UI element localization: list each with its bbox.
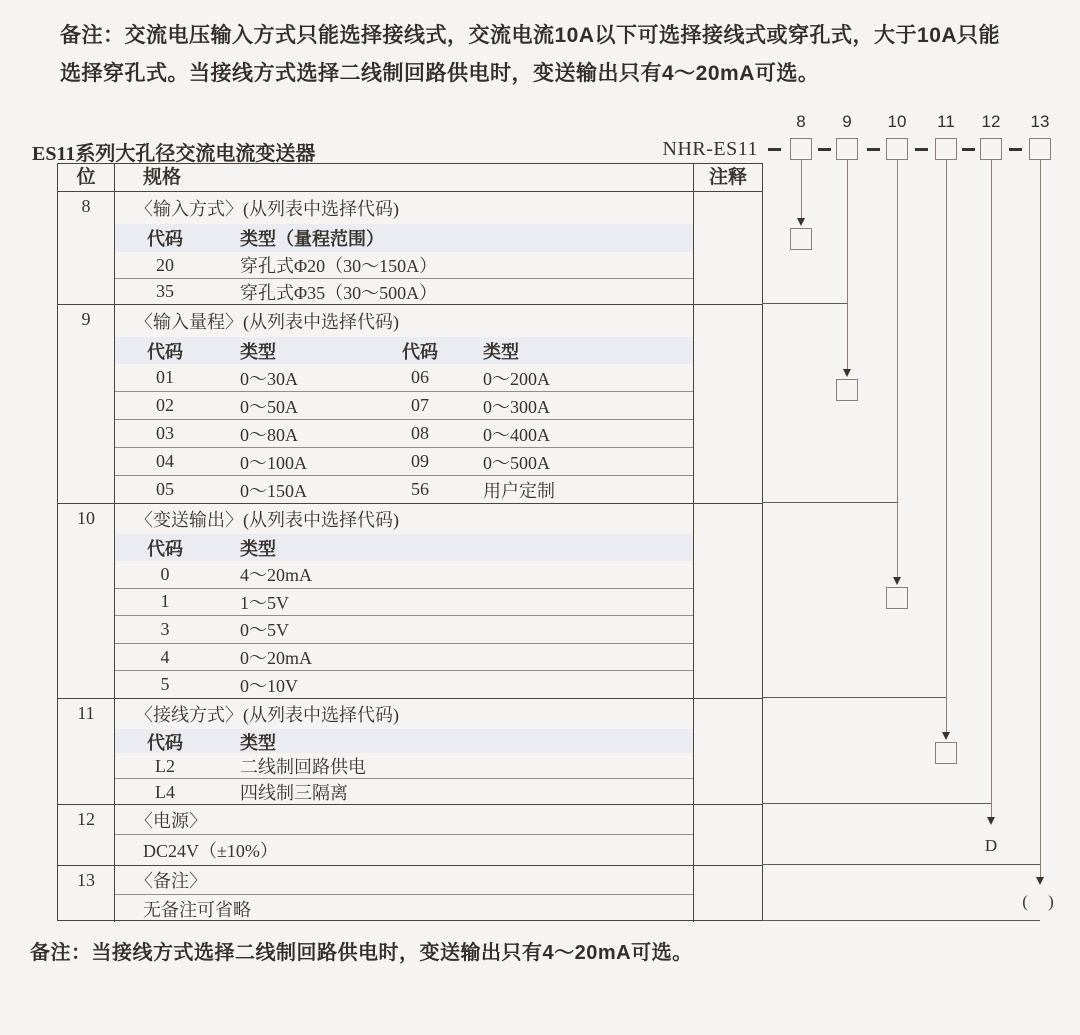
code-value: 3: [160, 618, 170, 639]
spec-group-header: 〈接线方式〉(从列表中选择代码): [135, 705, 399, 725]
dash-icon: [962, 148, 975, 151]
position-number: 8: [81, 196, 91, 216]
code-value: 01: [156, 367, 174, 387]
note-cell-9: [694, 305, 762, 503]
dash-icon: [818, 148, 831, 151]
power-code-value: D: [984, 836, 998, 855]
model-prefix: NHR-ES11: [662, 138, 758, 160]
code-digit-label-9: 9: [842, 112, 852, 131]
code-slot-box-8: [790, 228, 812, 250]
position-cell-12: [58, 805, 115, 865]
code-digit-label-10: 10: [887, 112, 907, 131]
spec-subheader-row: [115, 224, 693, 252]
subheader-code-label: 代码: [147, 538, 183, 559]
row-boundary-extension-line: [762, 303, 847, 304]
spec-subheader-row: [115, 729, 693, 753]
spec-subheader-row: [115, 337, 693, 364]
position-cell-11: [58, 699, 115, 804]
spec-group-header: 〈输入方式〉(从列表中选择代码): [135, 199, 399, 219]
type-value: 二线制回路供电: [240, 757, 366, 777]
dash-icon: [915, 148, 928, 151]
code-row-10-1: [115, 589, 693, 617]
type-value: 0～150A: [240, 480, 307, 501]
table-header-row: [58, 164, 762, 192]
type-value: 用户定制: [483, 480, 555, 501]
type-value: 0～400A: [483, 424, 550, 445]
spec-cell-13: [115, 866, 694, 922]
code-row-8-35: [115, 279, 693, 305]
position-number: 9: [81, 309, 91, 329]
code-box-9: [836, 138, 858, 160]
spec-value-13: 无备注可省略: [115, 894, 693, 922]
code-slot-box-9: [836, 379, 858, 401]
spec-group-header: 〈备注〉: [135, 871, 207, 891]
note-top-line1: 备注：交流电压输入方式只能选择接线式，交流电流10A以下可选择接线式或穿孔式，大于10A只能: [60, 24, 1001, 47]
type-value: 0～200A: [483, 368, 550, 389]
note-cell-11: [694, 699, 762, 804]
code-row-10-4: [115, 644, 693, 672]
connector-line-10: [897, 160, 898, 577]
position-row-11: [58, 699, 762, 805]
type-value: 穿孔式Φ35（30～500A）: [240, 282, 438, 303]
code-value: 0: [160, 563, 170, 584]
subheader-code-label: 代码: [402, 341, 438, 362]
subheader-code-label: 代码: [147, 733, 183, 753]
code-digit-label-12: 12: [981, 112, 1001, 131]
code-value: 03: [156, 423, 174, 443]
spec-group-header: 〈输入量程〉(从列表中选择代码): [135, 312, 399, 332]
position-number: 13: [77, 870, 95, 890]
note-bottom: 备注：当接线方式选择二线制回路供电时，变送输出只有4～20mA可选。: [30, 942, 693, 964]
code-value: 09: [411, 451, 429, 471]
code-value: 08: [411, 423, 429, 443]
connector-line-8: [801, 160, 802, 218]
spec-subheader-row: [115, 534, 693, 561]
spec-group-header: 〈变送输出〉(从列表中选择代码): [135, 510, 399, 530]
type-value: 0～20mA: [240, 648, 312, 669]
note-cell-8: [694, 192, 762, 304]
remark-placeholder: ( ): [1022, 892, 1062, 911]
code-box-13: [1029, 138, 1051, 160]
dash-icon: [1009, 148, 1022, 151]
code-value: 07: [411, 395, 429, 415]
spec-table: [57, 163, 763, 921]
row-boundary-extension-line: [762, 803, 991, 804]
connector-line-13: [1040, 160, 1041, 877]
position-row-10: [58, 504, 762, 699]
spec-cell-10: [115, 504, 694, 698]
spec-cell-12: [115, 805, 694, 865]
arrow-down-icon: [797, 218, 805, 226]
subheader-code-label: 代码: [147, 341, 183, 362]
connector-line-12: [991, 160, 992, 817]
type-value: 0～50A: [240, 396, 298, 417]
type-value: 0～80A: [240, 424, 298, 445]
code-box-10: [886, 138, 908, 160]
subheader-type-label: 类型: [240, 538, 276, 559]
code-row-9-04: [115, 448, 693, 476]
code-value: 35: [156, 281, 174, 301]
dash-icon: [867, 148, 880, 151]
code-value: 5: [160, 674, 170, 695]
code-digit-label-11: 11: [937, 112, 955, 131]
type-value: 0～5V: [240, 620, 289, 641]
code-value: 20: [156, 254, 174, 275]
subheader-type-label: 类型: [240, 341, 276, 362]
position-cell-9: [58, 305, 115, 503]
code-value: 4: [160, 646, 170, 667]
type-value: 四线制三隔离: [240, 783, 348, 803]
arrow-down-icon: [893, 577, 901, 585]
arrow-down-icon: [942, 732, 950, 740]
note-top: [60, 17, 1000, 93]
row-boundary-extension-line: [762, 864, 1040, 865]
subheader-code-label: 代码: [147, 229, 183, 249]
code-digit-label-8: 8: [796, 112, 806, 131]
position-number: 12: [77, 809, 95, 829]
position-row-9: [58, 305, 762, 504]
connector-line-9: [847, 160, 848, 369]
subheader-type-label: 类型: [240, 733, 276, 753]
col-header-spec: 规格: [115, 164, 694, 191]
code-row-9-05: [115, 476, 693, 503]
type-value: 0～30A: [240, 368, 298, 389]
note-cell-10: [694, 504, 762, 698]
note-cell-13: [694, 866, 762, 922]
type-value: 0～10V: [240, 675, 298, 696]
code-value: 04: [156, 451, 174, 471]
dash-icon: [768, 148, 781, 151]
code-box-12: [980, 138, 1002, 160]
position-row-13: [58, 866, 762, 922]
code-row-8-20: [115, 252, 693, 279]
subheader-type-label: 类型（量程范围）: [240, 229, 384, 249]
code-value: L2: [155, 755, 175, 776]
type-value: 1～5V: [240, 592, 289, 613]
code-value: 05: [156, 479, 174, 499]
product-title: ES11系列大孔径交流电流变送器: [32, 143, 316, 165]
spec-value-12: DC24V（±10%）: [115, 834, 693, 865]
code-row-10-0: [115, 561, 693, 589]
row-boundary-extension-line: [762, 502, 897, 503]
code-row-11-L4: [115, 779, 693, 804]
arrow-down-icon: [987, 817, 995, 825]
position-row-8: [58, 192, 762, 305]
code-row-11-L2: [115, 753, 693, 779]
row-boundary-extension-line: [762, 920, 1040, 921]
col-header-note: 注释: [708, 167, 747, 188]
position-number: 11: [77, 703, 95, 723]
type-value: 0～300A: [483, 396, 550, 417]
spec-group-header: 〈电源〉: [135, 810, 207, 831]
type-value: 穿孔式Φ20（30～150A）: [240, 256, 438, 276]
code-value: 06: [411, 367, 429, 387]
code-value: 1: [160, 591, 170, 612]
position-number: 10: [77, 508, 95, 528]
code-slot-box-10: [886, 587, 908, 609]
type-value: 4～20mA: [240, 565, 312, 586]
note-cell-12: [694, 805, 762, 865]
position-cell-8: [58, 192, 115, 304]
code-value: 02: [156, 395, 174, 415]
position-cell-13: [58, 866, 115, 922]
spec-cell-9: [115, 305, 694, 503]
type-value: 0～100A: [240, 452, 307, 473]
code-value: L4: [155, 781, 175, 802]
code-value: 56: [411, 479, 429, 499]
type-value: 0～500A: [483, 452, 550, 473]
position-cell-10: [58, 504, 115, 698]
code-digit-label-13: 13: [1030, 112, 1050, 131]
code-box-8: [790, 138, 812, 160]
code-row-9-03: [115, 420, 693, 448]
spec-cell-11: [115, 699, 694, 804]
position-row-12: [58, 805, 762, 866]
subheader-type-label: 类型: [483, 341, 519, 362]
code-slot-box-11: [935, 742, 957, 764]
code-row-9-02: [115, 392, 693, 420]
col-header-position: 位: [58, 164, 115, 191]
arrow-down-icon: [1036, 877, 1044, 885]
row-boundary-extension-line: [762, 697, 946, 698]
note-top-line2: 选择穿孔式。当接线方式选择二线制回路供电时，变送输出只有4～20mA可选。: [60, 62, 820, 85]
code-box-11: [935, 138, 957, 160]
arrow-down-icon: [843, 369, 851, 377]
spec-cell-8: [115, 192, 694, 304]
code-row-10-3: [115, 616, 693, 644]
connector-line-11: [946, 160, 947, 732]
code-row-10-5: [115, 671, 693, 698]
code-row-9-01: [115, 364, 693, 392]
